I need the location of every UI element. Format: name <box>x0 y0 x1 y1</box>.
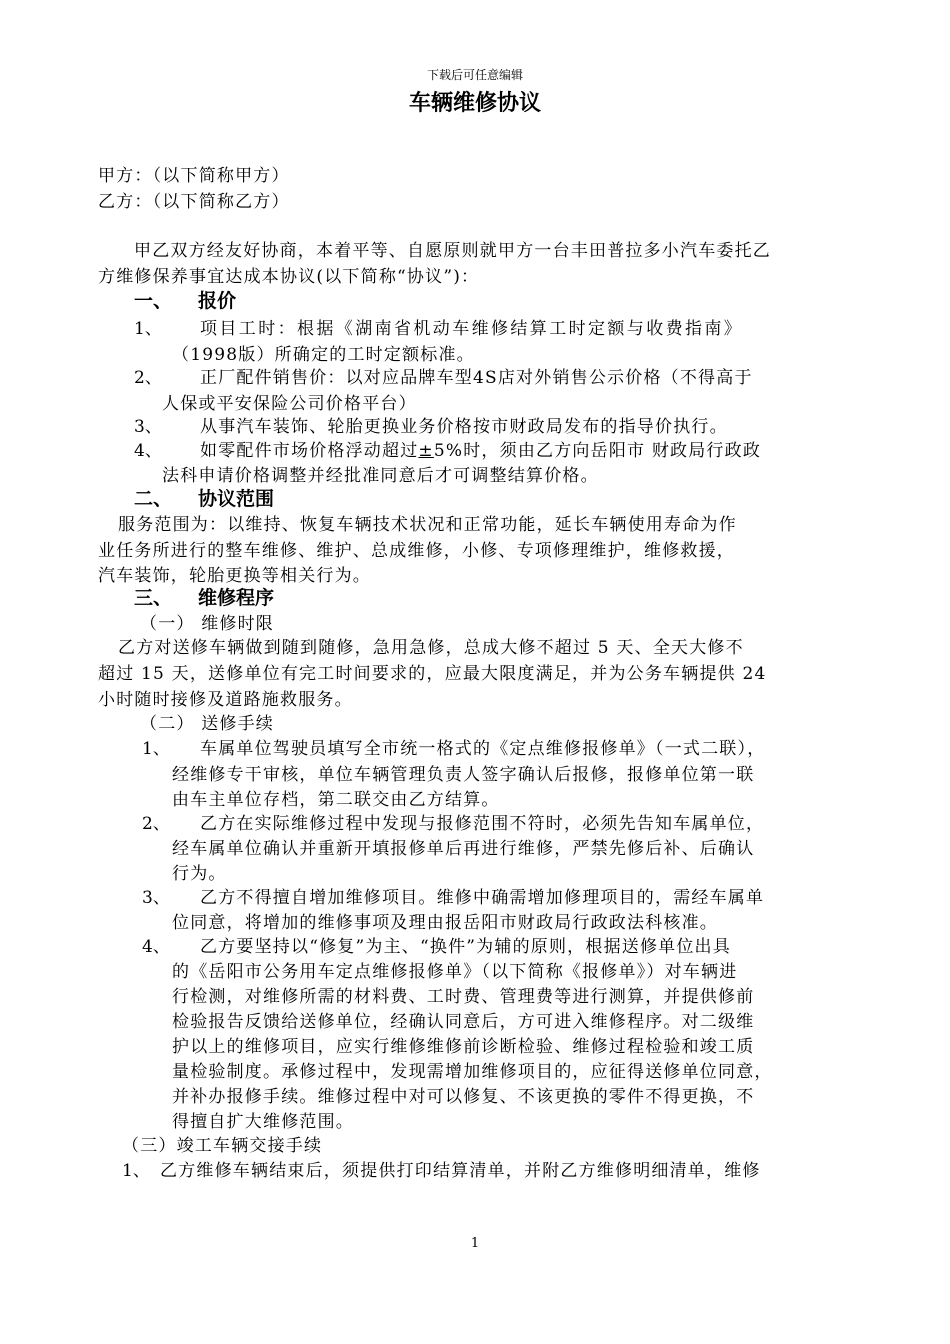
item-line: 车属单位驾驶员填写全市统一格式的《定点维修报修单》（一式二联）， <box>200 739 766 759</box>
item-number: 2、 <box>142 814 170 834</box>
item-line: 检验报告反馈给送修单位，经确认同意后，方可进入维修程序。对二级维 <box>172 1012 755 1032</box>
item-line: 经车属单位确认并重新开填报修单后再进行维修，严禁先修后补、后确认 <box>172 839 755 859</box>
section-title: 维修程序 <box>198 587 275 609</box>
item-number: 4、 <box>142 937 170 957</box>
plus-minus-symbol: ± <box>418 441 434 461</box>
section-title: 协议范围 <box>198 488 275 510</box>
section-title: 报价 <box>198 290 237 312</box>
item-line: 护以上的维修项目，应实行维修维修前诊断检验、维修过程检验和竣工质 <box>172 1037 755 1057</box>
subsection-label: （三）竣工车辆交接手续 <box>122 1136 323 1156</box>
section-number: 一、 <box>134 290 173 312</box>
section-number: 三、 <box>134 587 173 609</box>
item-line: 量检验制度。承修过程中，发现需增加维修项目的，应征得送修单位同意， <box>172 1062 773 1082</box>
item-line: 行检测，对维修所需的材料费、工时费、管理费等进行测算，并提供修前 <box>172 987 755 1007</box>
item-line: 乙方维修车辆结束后，须提供打印结算清单，并附乙方维修明细清单，维修 <box>160 1161 761 1181</box>
item-line: 人保或平安保险公司价格平台） <box>162 394 417 414</box>
item-line: 乙方要坚持以“修复”为主、“换件”为辅的原则，根据送修单位出具 <box>200 937 731 957</box>
section-number: 二、 <box>134 488 173 510</box>
subsection-label: （二） 送修手续 <box>140 714 275 734</box>
item-number: 1、 <box>134 319 162 339</box>
item-line: 的《岳阳市公务用车定点维修报修单》（以下简称《报修单》）对车辆进 <box>172 962 738 982</box>
document-title: 车辆维修协议 <box>408 91 541 116</box>
party-a: 甲方：（以下简称甲方） <box>98 166 290 186</box>
intro-line: 方维修保养事宜达成本协议(以下简称“协议”)： <box>98 267 480 287</box>
party-b: 乙方：（以下简称乙方） <box>98 192 290 212</box>
item-number: 3、 <box>142 888 170 908</box>
item-number: 3、 <box>134 417 162 437</box>
item-number: 2、 <box>134 368 162 388</box>
paragraph-line: 服务范围为：以维持、恢复车辆技术状况和正常功能，延长车辆使用寿命为作 <box>118 515 737 535</box>
item-line: 行为。 <box>172 864 227 884</box>
paragraph-line: 超过 15 天，送修单位有完工时间要求的，应最大限度满足，并为公务车辆提供 24 <box>98 664 767 684</box>
item-line: 并补办报修手续。维修过程中对可以修复、不该更换的零件不得更换，不 <box>172 1087 755 1107</box>
item-line-text: 5%时，须由乙方向岳阳市 财政局行政政 <box>433 441 762 461</box>
item-line: 从事汽车装饰、轮胎更换业务价格按市财政局发布的指导价执行。 <box>200 417 728 437</box>
item-line: 项目工时：根据《湖南省机动车维修结算工时定额与收费指南》 <box>200 319 744 339</box>
intro-line: 甲乙双方经友好协商，本着平等、自愿原则就甲方一台丰田普拉多小汽车委托乙 <box>134 241 771 261</box>
item-line: 法科申请价格调整并经批准同意后才可调整结算价格。 <box>162 466 599 486</box>
item-line: 由车主单位存档，第二联交由乙方结算。 <box>172 790 500 810</box>
item-number: 4、 <box>134 441 162 461</box>
paragraph-line: 汽车装饰，轮胎更换等相关行为。 <box>98 566 371 586</box>
paragraph-line: 业任务所进行的整车维修、维护、总成维修，小修、专项修理维护，维修救援， <box>98 541 735 561</box>
subsection-label: （一） 维修时限 <box>140 614 275 634</box>
item-line: 乙方不得擅自增加维修项目。维修中确需增加修理项目的，需经车属单 <box>200 888 765 908</box>
item-number: 1、 <box>142 739 170 759</box>
item-line: （1998版）所确定的工时定额标准。 <box>172 345 475 365</box>
paragraph-line: 小时随时接修及道路施救服务。 <box>98 690 353 710</box>
item-line: 乙方在实际维修过程中发现与报修范围不符时，必须先告知车属单位， <box>200 814 765 834</box>
paragraph-line: 乙方对送修车辆做到随到随修，急用急修，总成大修不超过 5 天、全天大修不 <box>118 638 744 658</box>
item-line: 位同意，将增加的维修事项及理由报岳阳市财政局行政政法科核准。 <box>172 913 718 933</box>
item-line-text: 如零配件市场价格浮动超过 <box>200 441 419 461</box>
header-note: 下载后可任意编辑 <box>426 68 523 82</box>
item-line: 正厂配件销售价：以对应品牌车型4S店对外销售公示价格（不得高于 <box>200 368 753 388</box>
item-line: 得擅自扩大维修范围。 <box>172 1112 354 1132</box>
item-line <box>200 436 761 461</box>
item-line: 经维修专干审核，单位车辆管理负责人签字确认后报修，报修单位第一联 <box>172 765 755 785</box>
item-number: 1、 <box>122 1161 150 1181</box>
page-number: 1 <box>470 1236 480 1251</box>
